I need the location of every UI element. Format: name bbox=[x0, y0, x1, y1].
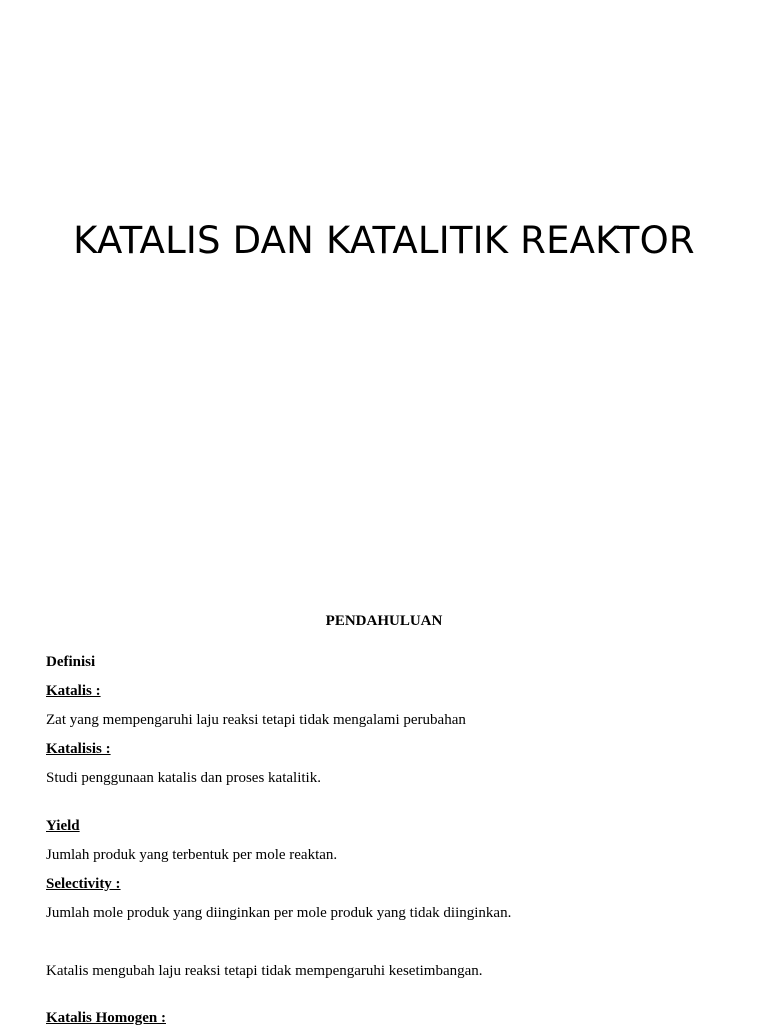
slide-title: KATALIS DAN KATALITIK REAKTOR bbox=[73, 219, 695, 262]
katalisis-term: Katalisis : bbox=[46, 741, 111, 757]
katalis-term: Katalis : bbox=[46, 683, 101, 699]
katalis-definition: Zat yang mempengaruhi laju reaksi tetapi tidak mengalami perubahan bbox=[46, 712, 466, 728]
selectivity-definition: Jumlah mole produk yang diinginkan per mole produk yang tidak diinginkan. bbox=[46, 905, 512, 921]
equilibrium-statement: Katalis mengubah laju reaksi tetapi tidak mempengaruhi kesetimbangan. bbox=[46, 963, 483, 979]
katalis-homogen-heading: Katalis Homogen : bbox=[46, 1010, 166, 1026]
definisi-label: Definisi bbox=[46, 654, 96, 670]
yield-term: Yield bbox=[46, 818, 80, 834]
yield-definition: Jumlah produk yang terbentuk per mole reaktan. bbox=[46, 847, 338, 863]
section-heading: PENDAHULUAN bbox=[325, 613, 443, 629]
selectivity-term: Selectivity : bbox=[46, 876, 121, 892]
katalisis-definition: Studi penggunaan katalis dan proses katalitik. bbox=[46, 770, 321, 786]
